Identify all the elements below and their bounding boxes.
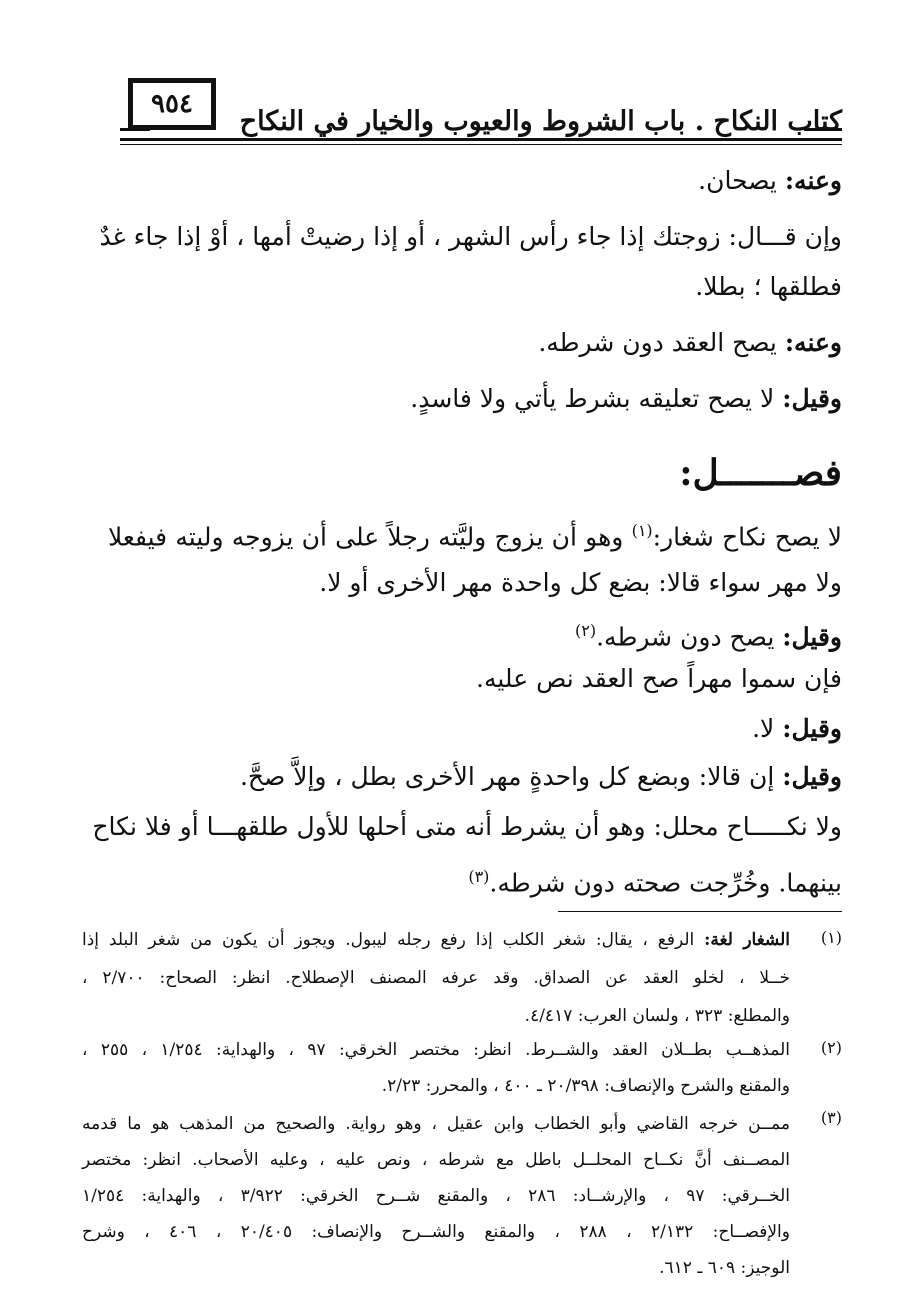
line-text: يصحان. [698, 166, 785, 195]
page-number-box [128, 78, 216, 130]
line-lead: وقيل: [782, 714, 842, 743]
footnote-line: المذهــب بطــلان العقد والشــرط. انظر: مختصر الخرقي: ٩٧ ، والهداية: ١/٢٥٤ ، ٢٥٥ ، [82, 1040, 791, 1060]
text-line-11 [108, 760, 842, 794]
text-line-10 [108, 712, 842, 746]
footnote-2 [82, 1038, 842, 1098]
footnote-ref-3: (٣) [468, 867, 490, 886]
line-text: لا. [752, 714, 783, 743]
footnote-line: المصــنف أنَّ نكــاح المحلــل باطل مع شرطه ، ونص عليه ، وعليه الأصحاب. انظر: مختصر [82, 1150, 790, 1170]
footnote-1 [82, 928, 842, 1026]
footnote-line [82, 928, 790, 952]
line-lead: وعنه: [784, 166, 842, 195]
line-text: لا يصح نكاح شغار: [652, 522, 842, 552]
section-heading: فصـــــــل: [679, 452, 842, 494]
page-number: ٩٥٤ [151, 89, 193, 119]
footnote-line: الخــرقي: ٩٧ ، والإرشــاد: ٢٨٦ ، والمقنع شــرح الخرقي: ٣/٩٢٢ ، والهداية: ١/٢٥٤ [82, 1186, 791, 1206]
line-text: بينهما. وخُرِّجت صحته دون شرطه. [489, 868, 842, 898]
text-line-2: وإن قـــال: زوجتك إذا جاء رأس الشهر ، أو إذا رضيتْ أمها ، أوْ إذا جاء غدٌ [99, 222, 842, 251]
footnote-line: والإفصــاح: ٢/١٣٢ ، ٢٨٨ ، والمقنع والشــرح والإنصاف: ٢٠/٤٠٥ ، ٤٠٦ ، وشرح [82, 1222, 790, 1242]
line-text: يصح دون شرطه. [596, 622, 783, 652]
footnote-number: (٢) [820, 1038, 842, 1057]
footnote-ref-1: (١) [631, 521, 653, 540]
footnote-line: خــلا ، لخلو العقد عن الصداق. وقد عرفه المصنف الإصطلاح. انظر: الصحاح: ٢/٧٠٠ ، [82, 968, 790, 988]
footnote-text: الرفع ، يقال: شغر الكلب إذا رفع رجله ليبول. ويجوز أن يكون من شغر البلد إذا [82, 930, 705, 950]
header-dash-left [120, 128, 150, 131]
header-rule-thin [120, 144, 842, 145]
line-text: وهو أن يزوج وليَّته رجلاً على أن يزوجه وليته فيفعلا [108, 522, 632, 552]
footnote-line: ممــن خرجه القاضي وأبو الخطاب وابن عقيل ، وهو رواية. والصحيح من المذهب هو ما قدمه [82, 1114, 790, 1134]
text-line-4 [108, 326, 842, 360]
text-line-6 [108, 514, 842, 554]
line-lead: وعنه: [784, 328, 842, 357]
footnote-number: (٣) [820, 1108, 842, 1127]
header-rule [120, 138, 842, 141]
text-line-3: فطلقها ؛ بطلا. [695, 272, 842, 301]
line-text: لا يصح تعليقه بشرط يأتي ولا فاسدٍ. [410, 384, 783, 413]
header-dash-right [804, 128, 842, 131]
footnote-term: الشغار لغة: [704, 930, 790, 950]
line-lead: وقيل: [782, 762, 842, 791]
text-line-7: ولا مهر سواء قالا: بضع كل واحدة مهر الأخرى أو لا. [319, 568, 842, 597]
footnote-number: (١) [820, 928, 842, 947]
line-text: إن قالا: وبضع كل واحدةٍ مهر الأخرى بطل ، وإلاَّ صحَّ. [239, 762, 783, 791]
line-text: يصح العقد دون شرطه. [538, 328, 785, 357]
footnote-line: والمقنع والشرح والإنصاف: ٢٠/٣٩٨ ـ ٤٠٠ ، والمحرر: ٢/٢٣. [381, 1076, 790, 1096]
footnote-line: الوجيز: ٦٠٩ ـ ٦١٢. [659, 1258, 790, 1278]
text-line-13 [108, 860, 842, 900]
line-lead: وقيل: [782, 622, 842, 652]
text-line-9: فإن سموا مهراً صح العقد نص عليه. [476, 664, 842, 693]
text-line-1 [108, 164, 842, 198]
text-line-12: ولا نكـــــاح محلل: وهو أن يشرط أنه متى أحلها للأول طلقهـــا أو فلا نكاح [92, 812, 842, 841]
line-lead: وقيل: [782, 384, 842, 413]
running-title: كتاب النكاح . باب الشروط والعيوب والخيار في النكاح [239, 106, 842, 137]
footnote-3 [82, 1108, 842, 1298]
footnote-ref-2: (٢) [575, 621, 597, 640]
footnote-separator [558, 911, 842, 912]
text-line-5 [108, 382, 842, 416]
footnote-line: والمطلع: ٣٢٣ ، ولسان العرب: ٤/٤١٧. [524, 1006, 790, 1026]
text-line-8 [108, 614, 842, 654]
